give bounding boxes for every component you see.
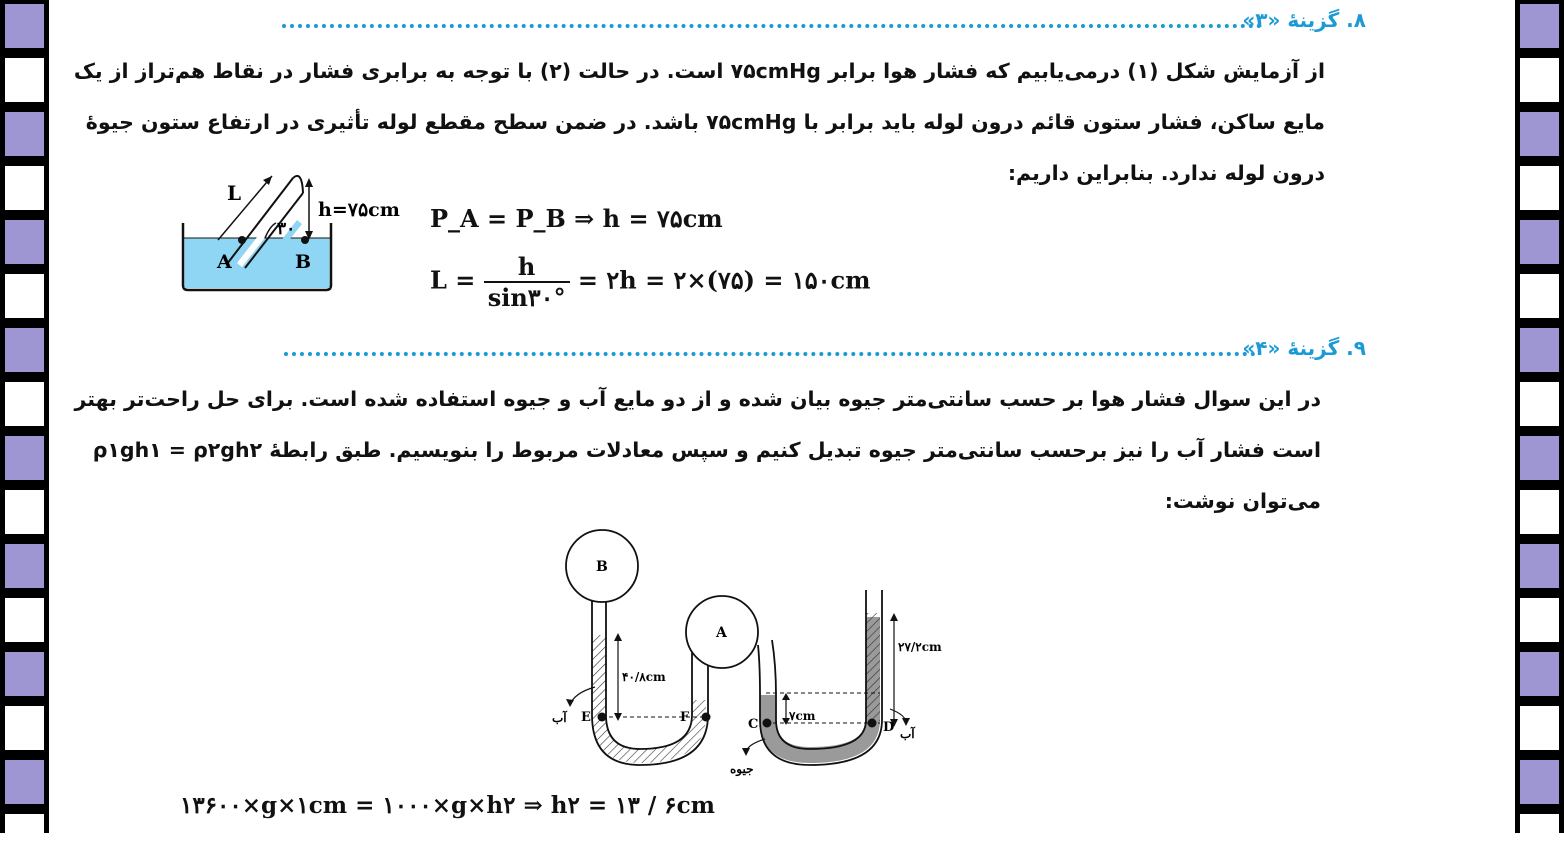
q9-fig-label-E: E: [581, 710, 591, 725]
film-strip-cell: [1520, 706, 1559, 750]
q8-eq2-rhs: = ۲h = ۲×(۷۵) = ۱۵۰cm: [577, 265, 871, 295]
q9-manometer-figure: [540, 525, 960, 785]
q9-fig-label-C: C: [748, 717, 759, 732]
film-strip-cell: [1520, 652, 1559, 696]
film-strip-cell: [1520, 436, 1559, 480]
film-strip-cell: [1520, 814, 1559, 858]
q8-line-2: مایع ساکن، فشار ستون قائم درون لوله باید برابر با ۷۵cmHg باشد. در ضمن سطح مقطع لوله تأثیری در ارتفاع ستون جیوهٔ: [85, 110, 1325, 134]
film-strip-cell: [1520, 490, 1559, 534]
film-strip-cell: [5, 598, 44, 642]
q8-fig-label-h: h=۷۵cm: [318, 199, 400, 221]
q8-eq2-denominator: sin۳۰°: [487, 283, 566, 312]
film-strip-cell: [1520, 4, 1559, 48]
q9-fig-label-A: A: [716, 625, 727, 641]
film-strip-cell: [5, 436, 44, 480]
film-strip-cell: [5, 112, 44, 156]
q9-line-2: است فشار آب را نیز برحسب سانتی‌متر جیوه تبدیل کنیم و سپس معادلات مربوط را بنویسیم. طبق رابطهٔ ρ۱gh۱ = ρ۲gh۲: [92, 438, 1321, 462]
q8-eq2-numerator: h: [484, 252, 570, 283]
q8-heading: ۸. گزینهٔ «۳»: [1242, 8, 1366, 32]
film-strip-cell: [5, 652, 44, 696]
q9-fig-label-mercury: جیوه: [730, 762, 754, 776]
q9-heading: ۹. گزینهٔ «۴»: [1242, 336, 1366, 360]
q9-fig-label-h1: ۴۰/۸cm: [622, 670, 666, 684]
q9-line-1: در این سوال فشار هوا بر حسب سانتی‌متر جیوه بیان شده و از دو مایع آب و جیوه استفاده شده است. برای حل راحت‌تر بهتر: [74, 387, 1321, 411]
q8-eq2-lhs: L =: [430, 265, 476, 295]
q9-fig-label-h2: ۲۷/۲cm: [898, 640, 942, 654]
q8-line-3: درون لوله ندارد. بنابراین داریم:: [1007, 161, 1325, 185]
q8-equation-2: [430, 252, 871, 312]
film-strip-cell: [1520, 274, 1559, 318]
film-strip-cell: [1520, 544, 1559, 588]
film-strip-cell: [5, 274, 44, 318]
q8-line-1: از آزمایش شکل (۱) درمی‌یابیم که فشار هوا برابر ۷۵cmHg است. در حالت (۲) با توجه به برابری فشار در نقاط هم‌تراز از یک: [73, 59, 1325, 83]
film-strip-cell: [5, 220, 44, 264]
q9-fig-label-water-left: آب: [552, 711, 567, 725]
q9-fig-label-h3: ۷cm: [789, 709, 816, 723]
film-strip-cell: [5, 4, 44, 48]
film-strip-cell: [1520, 166, 1559, 210]
right-film-strip: [1515, 0, 1564, 833]
film-strip-cell: [1520, 112, 1559, 156]
film-strip-cell: [5, 814, 44, 858]
film-strip-cell: [5, 328, 44, 372]
left-film-strip: [0, 0, 49, 833]
q8-equation-1: P_A = P_B ⇒ h = ۷۵cm: [430, 204, 723, 233]
q9-paragraph: [74, 374, 1321, 527]
q9-fig-label-water-right: آب: [900, 727, 915, 741]
q9-fig-label-D: D: [883, 720, 895, 735]
q9-fig-label-B: B: [596, 559, 608, 575]
film-strip-cell: [5, 490, 44, 534]
q9-final-equation: ۱۳۶۰۰×g×۱cm = ۱۰۰۰×g×h۲ ⇒ h۲ = ۱۳ / ۶cm: [180, 792, 715, 819]
q9-dotted-line: [284, 352, 1256, 356]
q8-fig-label-A: A: [217, 251, 232, 273]
film-strip-cell: [1520, 220, 1559, 264]
film-strip-cell: [1520, 382, 1559, 426]
q8-tube-figure: [175, 168, 415, 298]
film-strip-cell: [1520, 58, 1559, 102]
q8-fig-label-angle: ۳۰: [277, 219, 296, 239]
film-strip-cell: [5, 382, 44, 426]
film-strip-cell: [1520, 328, 1559, 372]
film-strip-cell: [5, 166, 44, 210]
film-strip-cell: [5, 760, 44, 804]
film-strip-cell: [1520, 760, 1559, 804]
q8-eq2-fraction: [484, 252, 570, 312]
film-strip-cell: [5, 544, 44, 588]
q8-fig-label-L: L: [227, 181, 242, 205]
film-strip-cell: [5, 706, 44, 750]
q9-line-3: می‌توان نوشت:: [1164, 489, 1321, 513]
q8-dotted-line: [282, 24, 1262, 28]
film-strip-cell: [5, 58, 44, 102]
q9-fig-label-F: F: [680, 710, 690, 725]
film-strip-cell: [1520, 598, 1559, 642]
q8-fig-label-B: B: [295, 251, 312, 273]
